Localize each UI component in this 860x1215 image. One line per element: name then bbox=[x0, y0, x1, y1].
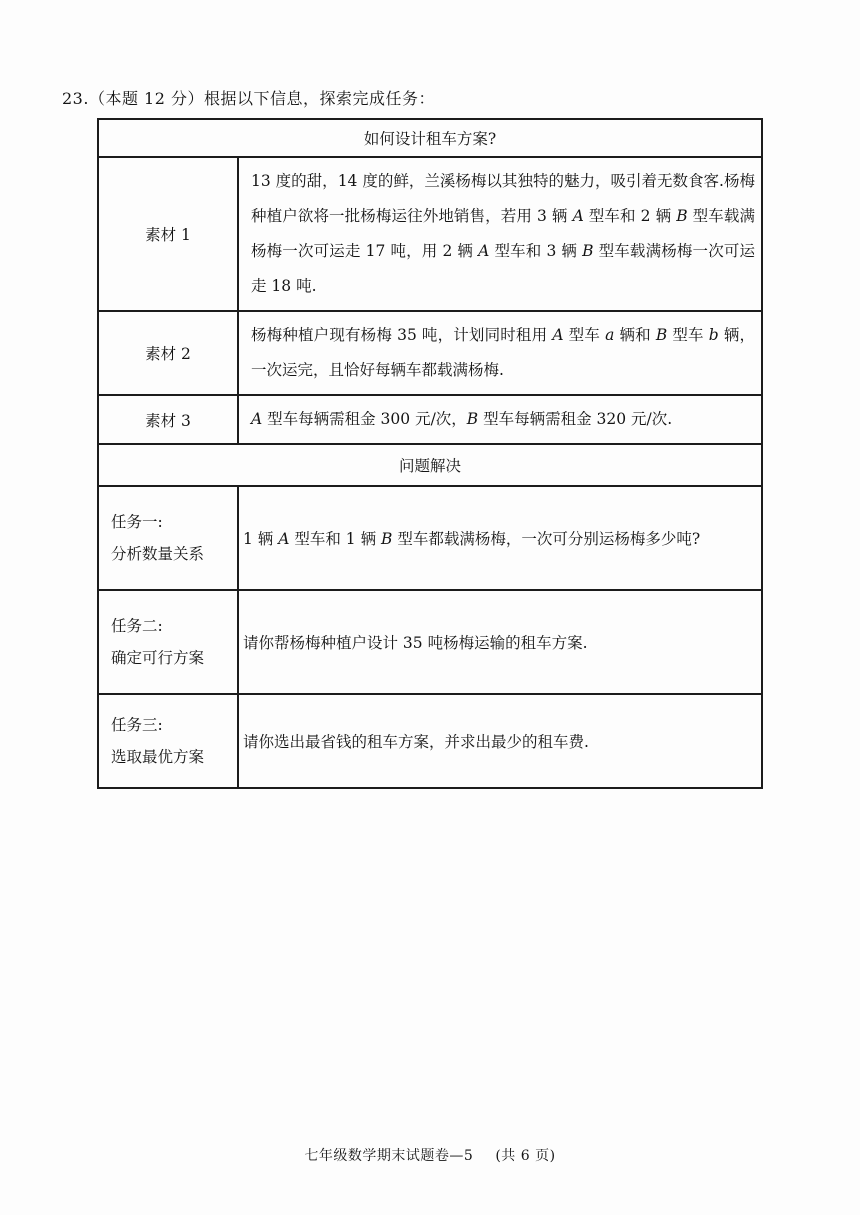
task-row bbox=[98, 486, 762, 590]
section-title-row bbox=[98, 444, 762, 486]
task-label-line1: 任务一: bbox=[111, 513, 163, 531]
task-label-line2: 确定可行方案 bbox=[111, 649, 205, 667]
task-label-line2: 分析数量关系 bbox=[111, 545, 205, 563]
task-text: 请你选出最省钱的租车方案，并求出最少的租车费. bbox=[238, 694, 762, 788]
material-row bbox=[98, 157, 762, 311]
material-text: 杨梅种植户现有杨梅 35 吨，计划同时租用 A 型车 a 辆和 B 型车 b 辆，一次运完，且恰好每辆车都载满杨梅. bbox=[238, 311, 762, 395]
task-table bbox=[97, 118, 763, 789]
task-text: 请你帮杨梅种植户设计 35 吨杨梅运输的租车方案. bbox=[238, 590, 762, 694]
task-label-line1: 任务二: bbox=[111, 617, 163, 635]
page-footer bbox=[0, 1145, 860, 1165]
task-row bbox=[98, 694, 762, 788]
material-text: A 型车每辆需租金 300 元/次，B 型车每辆需租金 320 元/次. bbox=[238, 395, 762, 444]
material-label: 素材 1 bbox=[98, 157, 238, 311]
table-title-row bbox=[98, 119, 762, 157]
table-title: 如何设计租车方案? bbox=[98, 119, 762, 157]
question-header bbox=[62, 86, 435, 109]
task-text: 1 辆 A 型车和 1 辆 B 型车都载满杨梅，一次可分别运杨梅多少吨? bbox=[238, 486, 762, 590]
question-instruction: （本题 12 分）根据以下信息，探索完成任务： bbox=[88, 89, 435, 108]
task-label bbox=[98, 694, 238, 788]
material-row bbox=[98, 395, 762, 444]
task-label bbox=[98, 486, 238, 590]
task-label bbox=[98, 590, 238, 694]
section-title: 问题解决 bbox=[98, 444, 762, 486]
task-label-line1: 任务三: bbox=[111, 716, 163, 734]
material-label: 素材 2 bbox=[98, 311, 238, 395]
task-label-line2: 选取最优方案 bbox=[111, 748, 205, 766]
footer-page-count: (共 6 页) bbox=[495, 1148, 556, 1164]
material-label: 素材 3 bbox=[98, 395, 238, 444]
footer-title: 七年级数学期末试题卷—5 bbox=[304, 1148, 474, 1164]
material-row bbox=[98, 311, 762, 395]
question-number: 23. bbox=[62, 89, 89, 108]
material-text: 13 度的甜，14 度的鲜，兰溪杨梅以其独特的魅力，吸引着无数食客.杨梅种植户欲将一批杨梅运往外地销售，若用 3 辆 A 型车和 2 辆 B 型车载满杨梅一次可运走 17 吨，用 2 辆 A 型车和 3 辆 B 型车载满杨梅一次可运走 18 吨. bbox=[238, 157, 762, 311]
task-row bbox=[98, 590, 762, 694]
